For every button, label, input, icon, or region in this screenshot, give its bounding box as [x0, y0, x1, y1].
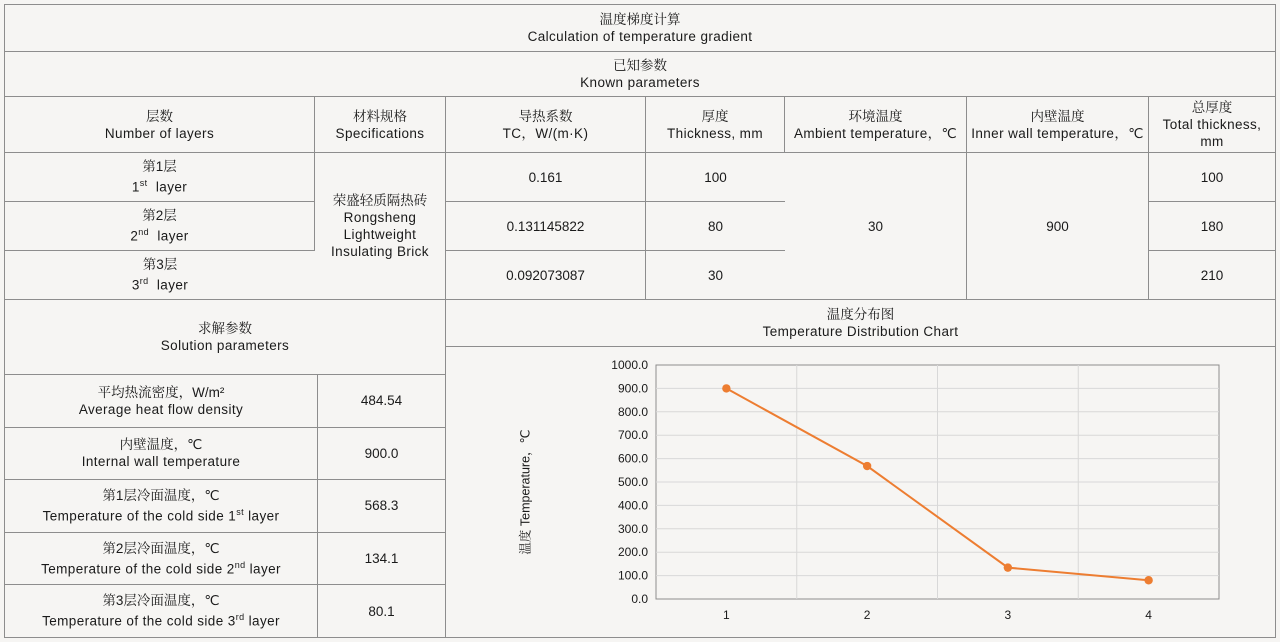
header-ambient-temperature-en: Ambient temperature，℃: [793, 125, 958, 141]
header-total-thickness: [1149, 97, 1275, 153]
page-title: [5, 5, 1275, 52]
solution-label-cn: 内壁温度，℃: [119, 437, 203, 453]
chart-title-en: Temperature Distribution Chart: [762, 324, 959, 339]
material-specification-cell: [315, 153, 446, 300]
page-title-en: Calculation of temperature gradient: [527, 29, 753, 44]
layer-cn: 第3层: [142, 257, 178, 273]
solution-row-cold-side-3: [5, 585, 445, 637]
header-number-of-layers-en: Number of layers: [104, 125, 215, 141]
chart-y-tick-label: 200.0: [617, 545, 648, 560]
header-inner-wall-temperature-cn: 内壁温度: [1030, 108, 1085, 124]
header-thermal-conductivity-en: TC，W/(m·K): [502, 125, 589, 141]
table-row: [5, 153, 315, 202]
table-row: [5, 202, 315, 251]
tc-value: 0.131145822: [446, 202, 646, 251]
solution-value: 568.3: [364, 498, 399, 514]
chart-y-axis-label: 温度 Temperature，℃: [518, 429, 533, 555]
solution-label-cn: 第1层冷面温度，℃: [102, 488, 220, 504]
known-parameters-banner-cn: 已知参数: [613, 58, 667, 73]
header-total-thickness-cn: 总厚度: [1191, 100, 1233, 115]
header-thermal-conductivity: [446, 97, 646, 153]
header-specifications-en: Specifications: [335, 125, 425, 141]
solution-label-en: Temperature of the cold side 3rd layer: [42, 612, 280, 629]
thickness-value: 30: [646, 251, 785, 300]
solution-label-en: Temperature of the cold side 1st layer: [42, 507, 280, 524]
header-number-of-layers-cn: 层数: [146, 108, 173, 124]
solution-label-cn: 第2层冷面温度，℃: [102, 540, 220, 556]
chart-x-tick-label: 3: [1004, 608, 1012, 622]
known-parameters-banner: [5, 52, 1275, 97]
chart-y-tick-label: 300.0: [617, 521, 648, 536]
solution-label-en: Temperature of the cold side 2nd layer: [41, 559, 281, 577]
tc-value: 0.092073087: [446, 251, 646, 300]
header-thickness: [646, 97, 785, 153]
header-thickness-cn: 厚度: [701, 108, 729, 124]
total-thickness-value: 100: [1149, 153, 1275, 202]
solution-row-cold-side-2: [5, 533, 445, 586]
known-parameters-header-row: [5, 97, 1275, 153]
layer-en: 3rd layer: [131, 276, 189, 293]
solution-value: 80.1: [368, 603, 395, 619]
chart-data-point: [1144, 576, 1152, 584]
header-ambient-temperature: [785, 97, 967, 153]
layer-en: 2nd layer: [130, 227, 189, 244]
chart-y-tick-label: 700.0: [617, 428, 648, 443]
solution-label-en: Internal wall temperature: [81, 454, 241, 470]
table-row: [5, 251, 315, 300]
chart-y-tick-label: 600.0: [617, 451, 648, 466]
layer-cn: 第1层: [142, 159, 177, 175]
header-inner-wall-temperature: [967, 97, 1149, 153]
inner-wall-temperature-value: 900: [967, 153, 1149, 300]
solution-value: 900.0: [364, 445, 399, 461]
material-en: Rongsheng Lightweight Insulating Brick: [331, 210, 429, 259]
total-thickness-value: 180: [1149, 202, 1275, 251]
solution-label: [5, 375, 318, 427]
layer-en: 1st layer: [131, 178, 188, 195]
chart-x-tick-label: 1: [723, 608, 730, 622]
solution-label-en: Average heat flow density: [78, 401, 244, 417]
solution-label: [5, 585, 318, 637]
solution-parameters-title: [5, 300, 445, 375]
chart-data-point: [1004, 563, 1012, 571]
chart-x-tick-label: 4: [1145, 608, 1152, 622]
header-total-thickness-en: Total thickness, mm: [1162, 117, 1262, 149]
solution-label-cn: 第3层冷面温度，℃: [102, 593, 220, 609]
chart-y-tick-label: 900.0: [617, 381, 648, 396]
chart-data-point: [722, 384, 730, 392]
header-specifications-cn: 材料规格: [353, 108, 407, 124]
chart-y-tick-label: 1000.0: [611, 358, 648, 372]
solution-value: 484.54: [360, 393, 403, 409]
total-thickness-value: 210: [1149, 251, 1275, 300]
temperature-distribution-chart: [446, 347, 1275, 637]
header-inner-wall-temperature-en: Inner wall temperature，℃: [971, 125, 1144, 141]
header-specifications: [315, 97, 446, 153]
chart-y-tick-label: 800.0: [617, 404, 648, 419]
chart-y-tick-label: 400.0: [617, 498, 648, 513]
lower-section: [5, 300, 1275, 637]
solution-label: [5, 533, 318, 585]
solution-row-heat-flow: [5, 375, 445, 428]
header-ambient-temperature-cn: 环境温度: [848, 108, 903, 124]
chart-x-tick-label: 2: [863, 608, 871, 622]
layer-cn: 第2层: [142, 208, 177, 224]
solution-label-cn: 平均热流密度，W/m²: [97, 384, 225, 400]
known-parameters-banner-en: Known parameters: [580, 75, 700, 90]
chart-y-tick-label: 0.0: [631, 592, 648, 606]
chart-y-tick-label: 500.0: [617, 475, 648, 489]
solution-parameters-panel: [5, 300, 446, 637]
solution-label: [5, 428, 318, 480]
solution-row-cold-side-1: [5, 480, 445, 533]
header-thermal-conductivity-cn: 导热系数: [518, 108, 573, 124]
page-title-cn: 温度梯度计算: [599, 12, 681, 27]
solution-row-internal-wall-temp: [5, 428, 445, 481]
thickness-value: 100: [646, 153, 785, 202]
chart-y-tick-label: 100.0: [617, 568, 648, 583]
thickness-value: 80: [646, 202, 785, 251]
spreadsheet-sheet: [4, 4, 1276, 638]
chart-svg: [446, 347, 1279, 637]
chart-panel-title: [446, 300, 1275, 347]
chart-title-cn: 温度分布图: [826, 307, 895, 322]
solution-label: [5, 480, 318, 532]
ambient-temperature-value: 30: [785, 153, 967, 300]
header-thickness-en: Thickness, mm: [667, 125, 763, 141]
solution-title-cn: 求解参数: [198, 321, 252, 336]
header-number-of-layers: [5, 97, 315, 153]
chart-data-point: [863, 462, 871, 470]
chart-panel: [446, 300, 1275, 637]
tc-value: 0.161: [446, 153, 646, 202]
solution-value: 134.1: [364, 551, 399, 567]
solution-title-en: Solution parameters: [160, 338, 290, 353]
material-cn: 荣盛轻质隔热砖: [332, 193, 428, 208]
